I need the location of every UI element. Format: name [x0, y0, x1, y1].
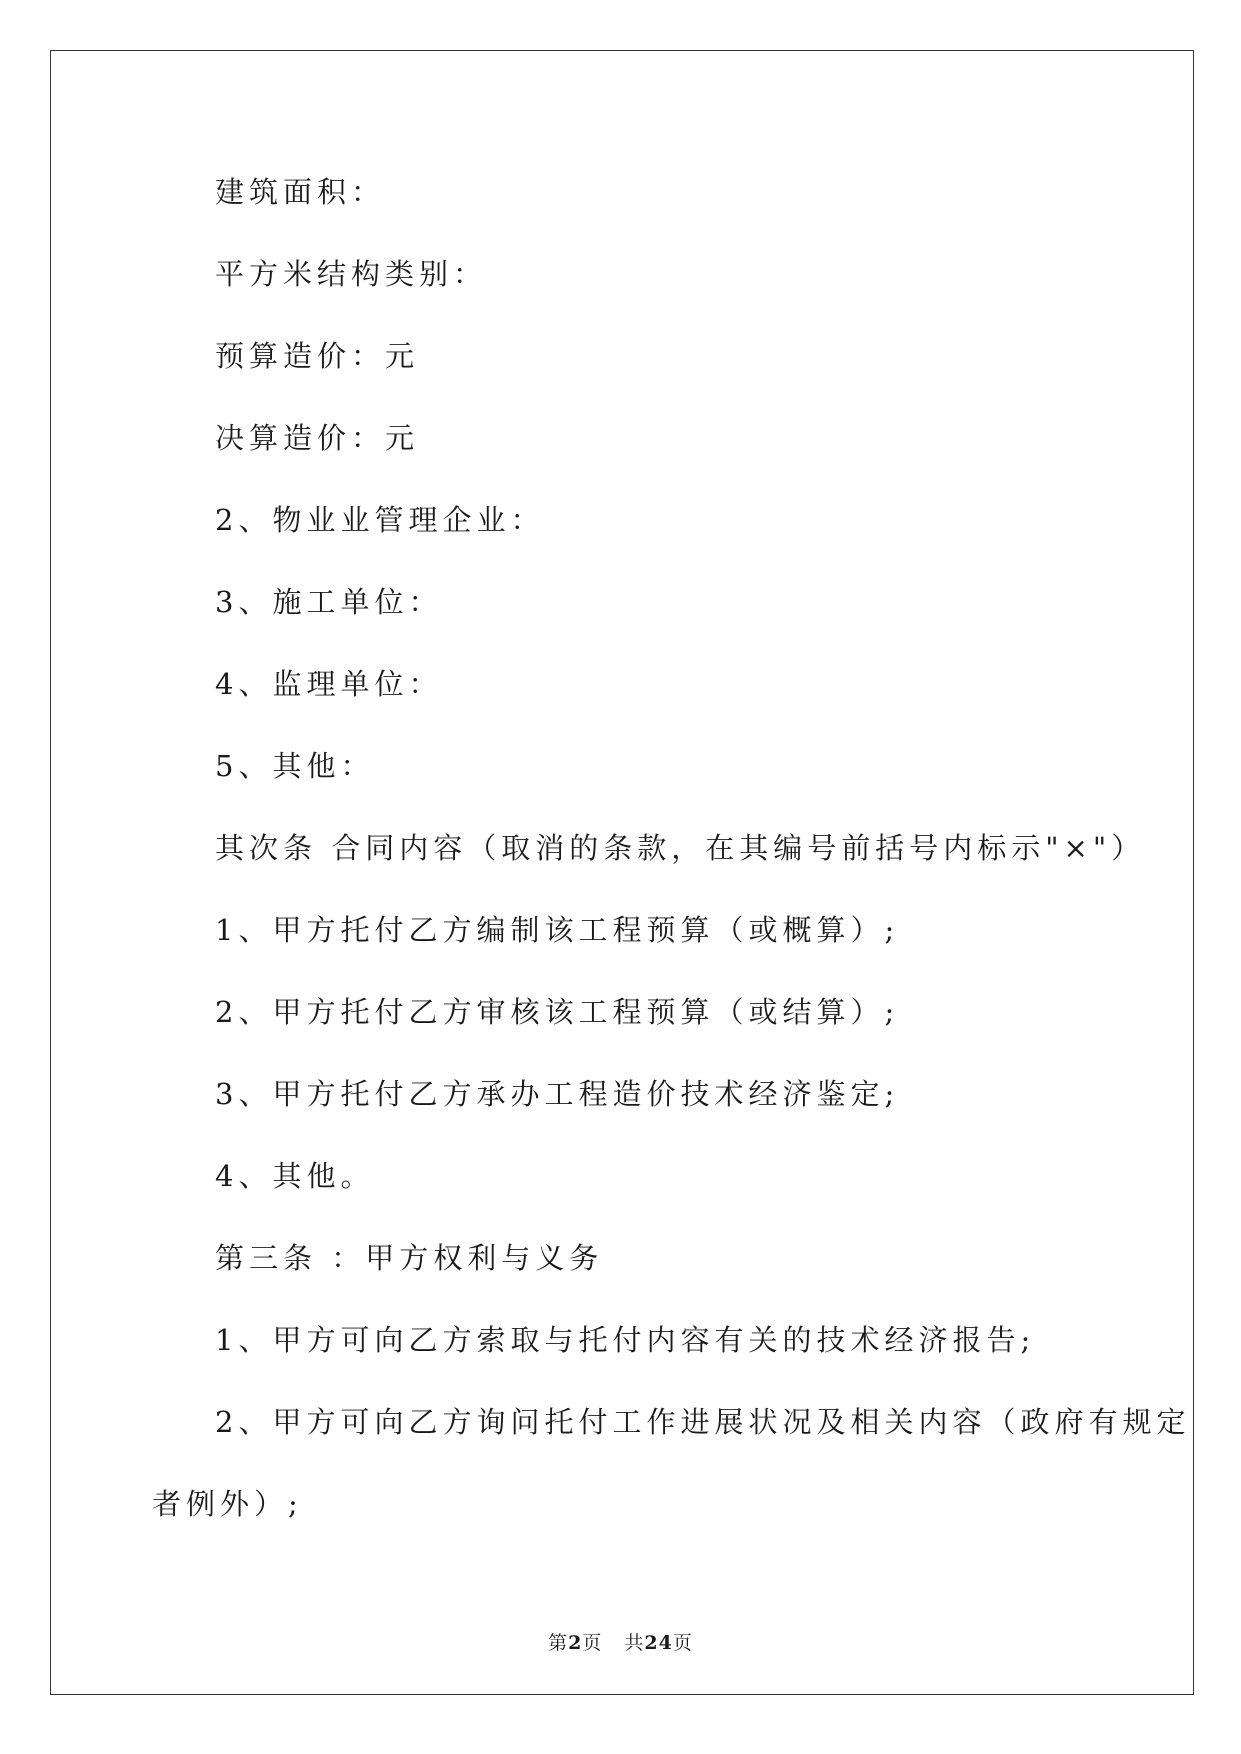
text-line-final-cost: 决算造价：元 — [215, 421, 420, 455]
text-line-party-a-right-1: 1、甲方可向乙方索取与托付内容有关的技术经济报告; — [215, 1323, 1036, 1357]
text-line-party-a-right-2-continued: 者例外）; — [152, 1487, 303, 1521]
footer-total-prefix: 共 — [624, 1632, 645, 1654]
text-line-item-3: 3、甲方托付乙方承办工程造价技术经济鉴定; — [215, 1077, 900, 1111]
text-line-property-management: 2、物业业管理企业： — [215, 503, 545, 537]
text-line-item-2: 2、甲方托付乙方审核该工程预算（或结算）; — [215, 995, 900, 1029]
page-border — [50, 50, 1194, 1695]
text-line-article-three-heading: 第三条 ：甲方权利与义务 — [215, 1241, 604, 1275]
footer-total-suffix: 页 — [672, 1632, 693, 1654]
text-line-supervision-unit: 4、监理单位： — [215, 667, 443, 701]
text-line-structure-type: 平方米结构类别： — [215, 257, 488, 291]
text-line-building-area: 建筑面积： — [215, 175, 386, 209]
footer-page-suffix: 页 — [582, 1632, 603, 1654]
text-line-item-1: 1、甲方托付乙方编制该工程预算（或概算）; — [215, 913, 900, 947]
footer-total-pages: 24 — [644, 1632, 673, 1654]
text-line-construction-unit: 3、施工单位： — [215, 585, 443, 619]
footer-page-prefix: 第 — [548, 1632, 569, 1654]
text-line-party-a-right-2: 2、甲方可向乙方询问托付工作进展状况及相关内容（政府有规定 — [215, 1405, 1191, 1439]
text-line-item-4: 4、其他。 — [215, 1159, 375, 1193]
text-line-article-two-heading: 其次条 合同内容（取消的条款，在其编号前括号内标示"×"） — [215, 831, 1146, 865]
footer-page-number: 2 — [568, 1632, 583, 1654]
text-line-other: 5、其他： — [215, 749, 375, 783]
page-footer — [0, 1628, 1241, 1655]
text-line-budget-cost: 预算造价：元 — [215, 339, 420, 373]
